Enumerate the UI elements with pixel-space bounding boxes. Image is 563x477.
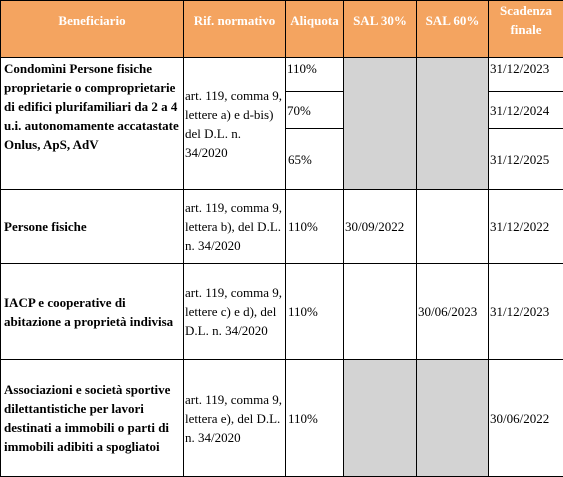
scadenza-cell: 31/12/2023 [489, 264, 563, 360]
sal30-cell [344, 58, 417, 190]
header-row [1, 1, 563, 58]
header-scadenza-finale: Scadenza finale [489, 1, 563, 58]
beneficiario-cell: IACP e cooperative di abitazione a proprietà indivisa [1, 264, 184, 360]
rif-normativo-cell: art. 119, comma 9, lettera b), del D.L. n. 34/2020 [184, 190, 286, 264]
beneficiario-cell: Persone fisiche [1, 190, 184, 264]
sal60-cell [417, 190, 489, 264]
scadenza-cell: 31/12/2023 [489, 58, 563, 92]
sal60-cell [417, 58, 489, 190]
scadenza-cell: 31/12/2025 [489, 129, 563, 190]
header-beneficiario: Beneficiario [1, 1, 184, 58]
header-sal-60: SAL 60% [417, 1, 489, 58]
sal60-cell: 30/06/2023 [417, 264, 489, 360]
aliquota-cell: 110% [286, 58, 344, 92]
table-row [1, 58, 563, 92]
aliquota-cell: 110% [286, 360, 344, 477]
header-aliquota: Aliquota [286, 1, 344, 58]
rif-normativo-cell: art. 119, comma 9, lettere a) e d-bis) del D.L. n. 34/2020 [184, 58, 286, 190]
sal30-cell [344, 360, 417, 477]
header-rif-normativo: Rif. normativo [184, 1, 286, 58]
rif-normativo-cell: art. 119, comma 9, lettera e), del D.L. n. 34/2020 [184, 360, 286, 477]
scadenza-cell: 30/06/2022 [489, 360, 563, 477]
aliquota-cell: 110% [286, 190, 344, 264]
sal30-cell: 30/09/2022 [344, 190, 417, 264]
table-row [1, 190, 563, 264]
sal60-cell [417, 360, 489, 477]
header-sal-30: SAL 30% [344, 1, 417, 58]
aliquota-cell: 70% [286, 92, 344, 129]
beneficiario-cell: Condomìni Persone fisiche proprietarie o comproprietarie di edifici plurifamiliari da 2 a 4 u.i. autonomamente accatastate Onlus, ApS, AdV [1, 58, 184, 190]
aliquota-cell: 65% [286, 129, 344, 190]
aliquota-cell: 110% [286, 264, 344, 360]
beneficiario-cell: Associazioni e società sportive dilettantistiche per lavori destinati a immobili o parti di immobili adibiti a spogliatoi [1, 360, 184, 477]
table-row [1, 264, 563, 360]
rif-normativo-cell: art. 119, comma 9, lettere c) e d), del D.L. n. 34/2020 [184, 264, 286, 360]
sal30-cell [344, 264, 417, 360]
table-row [1, 360, 563, 477]
scadenza-cell: 31/12/2022 [489, 190, 563, 264]
scadenza-cell: 31/12/2024 [489, 92, 563, 129]
